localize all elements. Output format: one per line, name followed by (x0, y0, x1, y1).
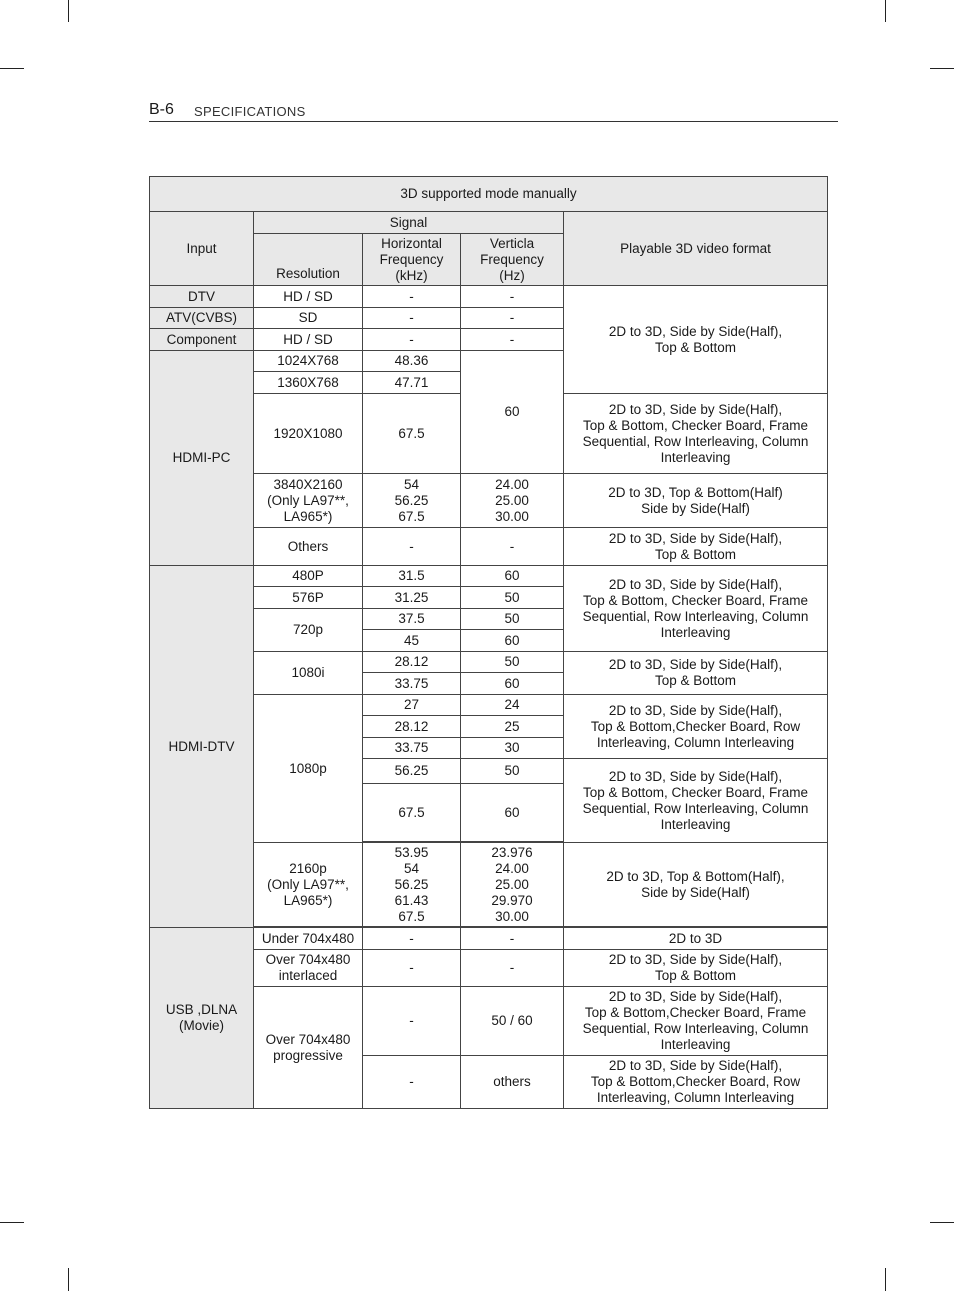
format-cell: 2D to 3D, Side by Side(Half), Top & Bottom,Checker Board, Row Interleaving, Column Interleaving (564, 695, 828, 759)
header-input: Input (150, 212, 254, 286)
hfreq-cell: 53.95 54 56.25 61.43 67.5 (363, 843, 461, 927)
vfreq-cell: - (461, 286, 564, 308)
format-cell: 2D to 3D, Side by Side(Half), Top & Bottom,Checker Board, Row Interleaving, Column Interleaving (564, 1056, 828, 1109)
hfreq-cell: 31.25 (363, 587, 461, 609)
header-signal: Signal (254, 212, 564, 234)
header-vertical-frequency: Verticla Frequency (Hz) (461, 234, 564, 286)
hfreq-cell: 31.5 (363, 566, 461, 587)
hfreq-cell: 28.12 (363, 716, 461, 738)
vfreq-cell: 50 (461, 759, 564, 784)
resolution-cell: 3840X2160 (Only LA97**, LA965*) (254, 474, 363, 528)
vfreq-cell: - (461, 950, 564, 987)
crop-mark (0, 1222, 24, 1223)
hfreq-cell: - (363, 928, 461, 950)
hfreq-cell: 37.5 (363, 609, 461, 630)
3d-mode-table (149, 176, 828, 1109)
vfreq-cell: 30 (461, 738, 564, 759)
crop-mark (68, 0, 69, 22)
resolution-cell: SD (254, 308, 363, 329)
vfreq-cell: - (461, 928, 564, 950)
hfreq-cell: - (363, 1056, 461, 1109)
hfreq-cell: 27 (363, 695, 461, 716)
hfreq-cell: - (363, 987, 461, 1056)
hfreq-cell: 33.75 (363, 738, 461, 759)
resolution-cell: 1024X768 (254, 351, 363, 372)
section-title: SPECIFICATIONS (194, 104, 306, 119)
format-cell: 2D to 3D, Side by Side(Half), Top & Bottom, Checker Board, Frame Sequential, Row Interleaving, Column Interleaving (564, 566, 828, 652)
resolution-cell: 1080p (254, 695, 363, 843)
resolution-cell: Over 704x480 interlaced (254, 950, 363, 987)
vfreq-cell: 50 (461, 609, 564, 630)
hfreq-cell: 45 (363, 630, 461, 652)
hfreq-cell: 47.71 (363, 372, 461, 394)
header-playable-format: Playable 3D video format (564, 212, 828, 286)
vfreq-cell: 60 (461, 630, 564, 652)
vfreq-cell: 50 (461, 652, 564, 673)
format-cell: 2D to 3D, Side by Side(Half), Top & Bottom,Checker Board, Frame Sequential, Row Interleaving, Column Interleaving (564, 987, 828, 1056)
resolution-cell: Under 704x480 (254, 928, 363, 950)
hfreq-cell: - (363, 528, 461, 566)
input-hdmi-pc: HDMI-PC (150, 351, 254, 566)
hfreq-cell: 56.25 (363, 759, 461, 784)
input-atv: ATV(CVBS) (150, 308, 254, 329)
resolution-cell: 1920X1080 (254, 394, 363, 474)
vfreq-cell: - (461, 308, 564, 329)
format-cell: 2D to 3D, Side by Side(Half), Top & Bottom (564, 950, 828, 987)
input-component: Component (150, 329, 254, 351)
hfreq-cell: - (363, 329, 461, 351)
hfreq-cell: - (363, 286, 461, 308)
hfreq-cell: - (363, 308, 461, 329)
resolution-cell: 720p (254, 609, 363, 652)
resolution-cell: HD / SD (254, 329, 363, 351)
hfreq-cell: 54 56.25 67.5 (363, 474, 461, 528)
resolution-cell: Others (254, 528, 363, 566)
resolution-cell: 1360X768 (254, 372, 363, 394)
hfreq-cell: - (363, 950, 461, 987)
crop-mark (885, 0, 886, 22)
vfreq-cell: 25 (461, 716, 564, 738)
crop-mark (0, 68, 24, 69)
header-rule (149, 121, 838, 122)
format-cell: 2D to 3D, Side by Side(Half), Top & Bottom (564, 528, 828, 566)
vfreq-cell: 60 (461, 566, 564, 587)
vfreq-cell: - (461, 329, 564, 351)
format-cell: 2D to 3D (564, 928, 828, 950)
format-cell: 2D to 3D, Side by Side(Half), Top & Bottom, Checker Board, Frame Sequential, Row Interleaving, Column Interleaving (564, 759, 828, 843)
page-number: B-6 (149, 101, 174, 118)
crop-mark (930, 1222, 954, 1223)
vfreq-cell: 24 (461, 695, 564, 716)
crop-mark (885, 1268, 886, 1291)
vfreq-cell: 50 / 60 (461, 987, 564, 1056)
vfreq-cell: - (461, 528, 564, 566)
vfreq-cell: 50 (461, 587, 564, 609)
resolution-cell: Over 704x480 progressive (254, 987, 363, 1109)
hfreq-cell: 28.12 (363, 652, 461, 673)
vfreq-cell: 60 (461, 351, 564, 474)
vfreq-cell: others (461, 1056, 564, 1109)
vfreq-cell: 60 (461, 784, 564, 842)
format-cell: 2D to 3D, Side by Side(Half), Top & Bottom (564, 652, 828, 695)
format-cell: 2D to 3D, Top & Bottom(Half) Side by Side(Half) (564, 474, 828, 528)
resolution-cell: HD / SD (254, 286, 363, 308)
vfreq-cell: 24.00 25.00 30.00 (461, 474, 564, 528)
resolution-cell: 2160p (Only LA97**, LA965*) (254, 843, 363, 927)
header-resolution: Resolution (254, 234, 363, 286)
table-caption: 3D supported mode manually (150, 177, 828, 212)
format-cell: 2D to 3D, Side by Side(Half), Top & Bottom (564, 286, 828, 394)
input-usb-dlna: USB ,DLNA (Movie) (150, 928, 254, 1109)
resolution-cell: 576P (254, 587, 363, 609)
input-hdmi-dtv: HDMI-DTV (150, 566, 254, 928)
header-horizontal-frequency: Horizontal Frequency (kHz) (363, 234, 461, 286)
format-cell: 2D to 3D, Top & Bottom(Half), Side by Side(Half) (564, 843, 828, 927)
resolution-cell: 1080i (254, 652, 363, 695)
input-dtv: DTV (150, 286, 254, 308)
hfreq-cell: 67.5 (363, 394, 461, 474)
vfreq-cell: 23.976 24.00 25.00 29.970 30.00 (461, 843, 564, 927)
resolution-cell: 480P (254, 566, 363, 587)
hfreq-cell: 48.36 (363, 351, 461, 372)
vfreq-cell: 60 (461, 673, 564, 695)
hfreq-cell: 67.5 (363, 784, 461, 842)
hfreq-cell: 33.75 (363, 673, 461, 695)
crop-mark (68, 1268, 69, 1291)
crop-mark (930, 68, 954, 69)
format-cell: 2D to 3D, Side by Side(Half), Top & Bottom, Checker Board, Frame Sequential, Row Interleaving, Column Interleaving (564, 394, 828, 474)
